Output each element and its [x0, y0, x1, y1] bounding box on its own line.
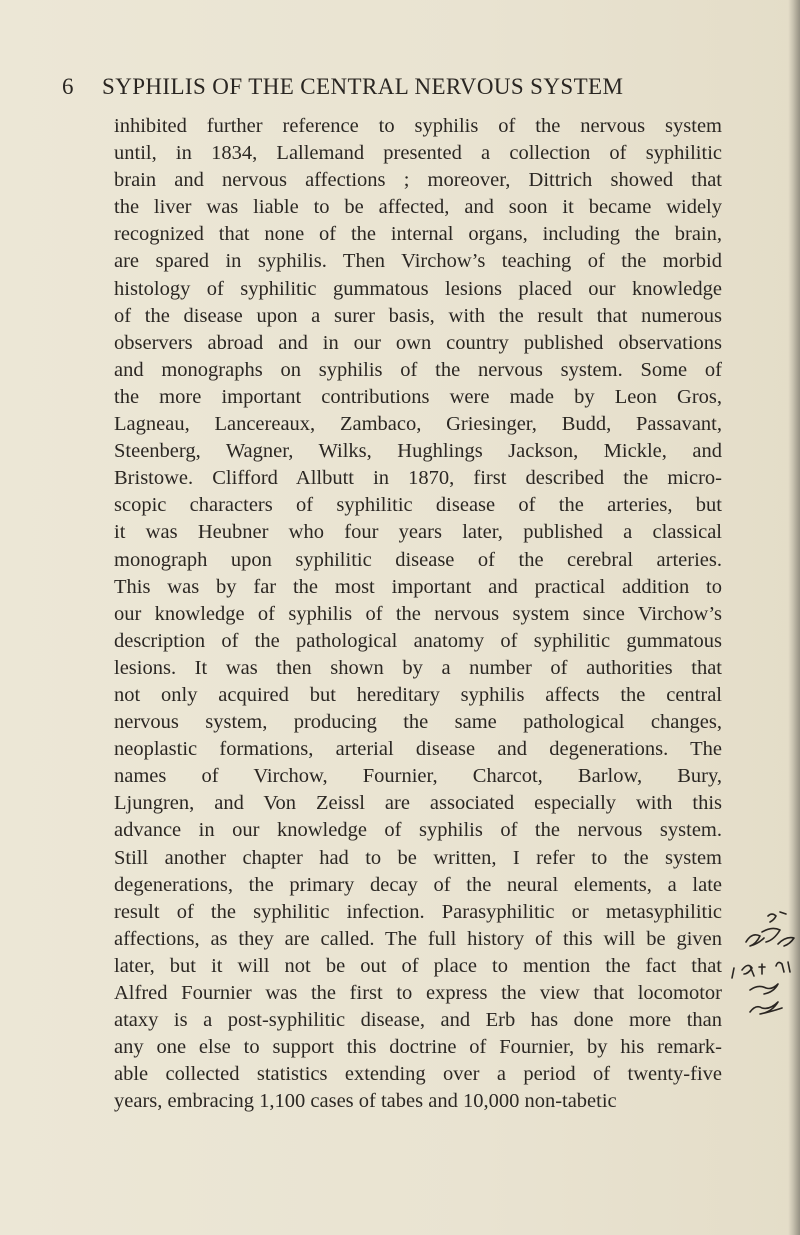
text-line: Lagneau, Lancereaux, Zambaco, Griesinger, Budd, Passavant,	[114, 413, 722, 436]
text-line: later, but it will not be out of place to mention the fact that	[114, 954, 722, 977]
text-line: years, embracing 1,100 cases of tabes and 10,000 non-tabetic	[114, 1090, 617, 1113]
text-line: description of the pathological anatomy of syphilitic gummatous	[114, 629, 722, 652]
page-number: 6	[62, 74, 74, 99]
text-line: Ljungren, and Von Zeissl are associated especially with this	[114, 792, 722, 815]
text-line: observers abroad and in our own country published observations	[114, 331, 722, 354]
text-line: Alfred Fournier was the first to express the view that locomotor	[114, 982, 722, 1004]
text-line: names of Virchow, Fournier, Charcot, Barlow, Bury,	[114, 765, 722, 788]
text-line: histology of syphilitic gummatous lesions placed our knowledge	[114, 277, 722, 300]
text-line: not only acquired but hereditary syphilis affects the central	[114, 683, 722, 706]
text-line: Bristowe. Clifford Allbutt in 1870, first described the micro-	[114, 467, 722, 490]
text-line: inhibited further reference to syphilis of the nervous system	[114, 115, 722, 137]
body-paragraph	[114, 113, 722, 1115]
text-line: able collected statistics extending over a period of twenty-five	[114, 1063, 722, 1086]
text-line: advance in our knowledge of syphilis of the nervous system.	[114, 819, 722, 842]
text-line: until, in 1834, Lallemand presented a collection of syphilitic	[114, 142, 722, 165]
text-line: lesions. It was then shown by a number of authorities that	[114, 656, 722, 679]
text-line: nervous system, producing the same pathological changes,	[114, 711, 722, 734]
text-line: our knowledge of syphilis of the nervous system since Virchow’s	[114, 602, 722, 625]
text-line: neoplastic formations, arterial disease and degenerations. The	[114, 738, 722, 761]
running-head	[62, 74, 762, 100]
text-line: the more important contributions were made by Leon Gros,	[114, 385, 722, 408]
text-line: result of the syphilitic infection. Parasyphilitic or metasyphilitic	[114, 900, 722, 923]
text-line: affections, as they are called. The full history of this will be given	[114, 927, 722, 950]
text-line: the liver was liable to be affected, and soon it became widely	[114, 196, 722, 219]
text-line: brain and nervous affections ; moreover, Dittrich showed that	[114, 169, 722, 192]
page-edge-shadow	[788, 0, 800, 1235]
text-line: scopic characters of syphilitic disease of the arteries, but	[114, 494, 722, 517]
text-line: monograph upon syphilitic disease of the cerebral arteries.	[114, 548, 722, 571]
text-line: are spared in syphilis. Then Virchow’s teaching of the morbid	[114, 250, 722, 273]
text-line: Still another chapter had to be written, I refer to the system	[114, 846, 722, 869]
text-line: Steenberg, Wagner, Wilks, Hughlings Jackson, Mickle, and	[114, 440, 722, 463]
text-line: degenerations, the primary decay of the neural elements, a late	[114, 873, 722, 896]
text-line: This was by far the most important and practical addition to	[114, 575, 722, 598]
text-line: it was Heubner who four years later, published a classical	[114, 521, 722, 544]
running-head-title: SYPHILIS OF THE CENTRAL NERVOUS SYSTEM	[102, 74, 624, 99]
text-line: any one else to support this doctrine of Fournier, by his remark-	[114, 1036, 722, 1059]
text-line: and monographs on syphilis of the nervous system. Some of	[114, 358, 722, 381]
text-line: ataxy is a post-syphilitic disease, and Erb has done more than	[114, 1009, 722, 1032]
text-line: recognized that none of the internal organs, including the brain,	[114, 223, 722, 246]
text-line: of the disease upon a surer basis, with the result that numerous	[114, 304, 722, 327]
